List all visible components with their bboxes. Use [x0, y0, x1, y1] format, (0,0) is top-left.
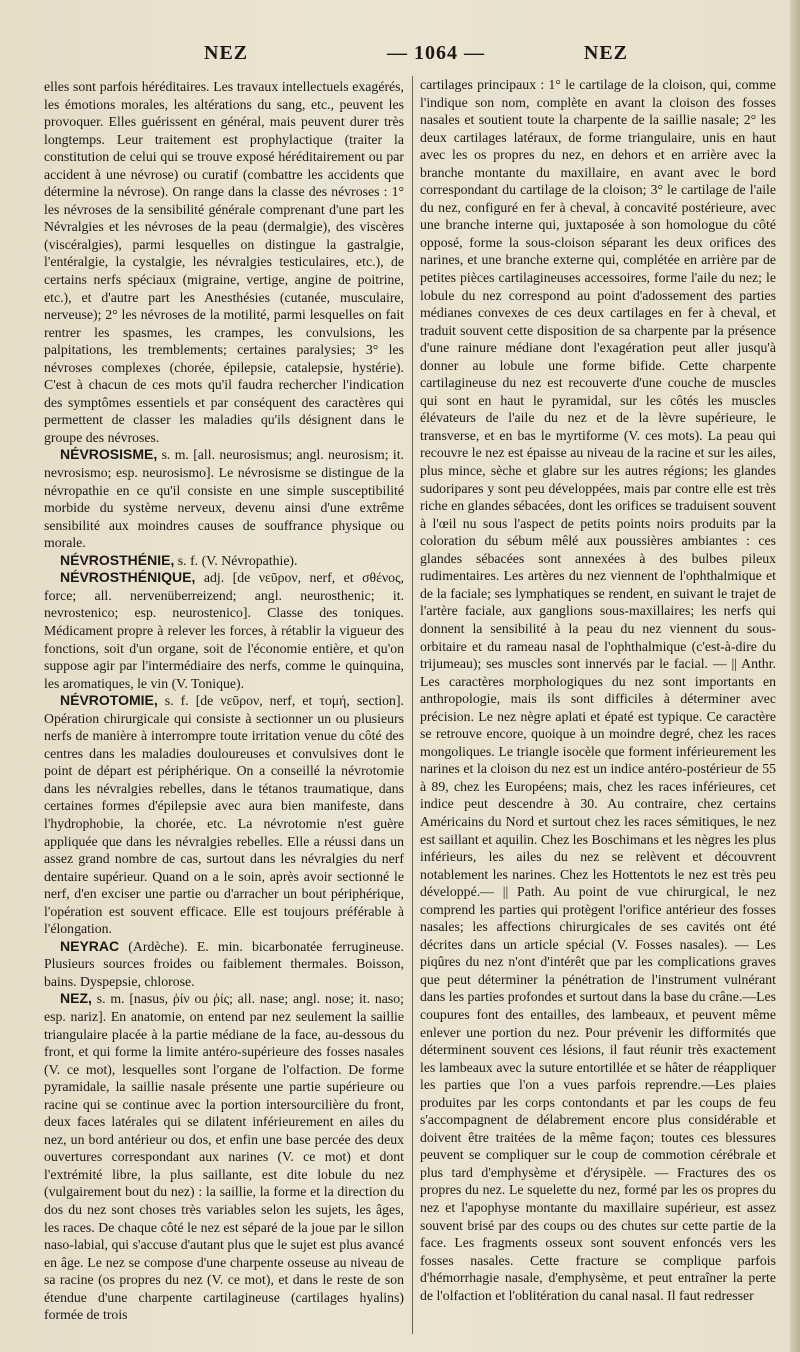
entry-nevrotomie — [44, 692, 404, 938]
paragraph-nevroses-continued: elles sont parfois héréditaires. Les travaux intellectuels exagérés, les émotions morales, les altérations du sang, etc., peuvent les provoquer. Elles guérissent en général, mais peuvent durer très longtemps. Leur traitement est prophylactique (traiter la constitution de celui qui se trouve exposé héréditairement ou par accident à une névrose) ou curatif (combattre les accidents que détermine la névrose). On range dans la classe des névroses : 1° les névroses de la sensibilité générale comprenant d'une part les Névralgies et les névroses de la peau (dermalgie), des viscères (viscéralgies), parmi lesquelles on distingue la gastralgie, l'entéralgie, la cystalgie, les névralgies testiculaires, etc.), de certains nerfs spéciaux (migraine, vertige, angine de poitrine, etc.), et d'autre part les Anesthésies (cutanée, musculaire, nerveuse); 2° les névroses de la motilité, parmi lesquelles on fait rentrer les spasmes, les crampes, les convulsions, les palpitations, les tremblements; certaines paralysies; 3° les névroses complexes (chorée, épilepsie, catalepsie, hystérie). C'est à chacun de ces mots qu'il faudra rechercher l'indication des symptômes essentiels et par conséquent des caractères qui permettent de classer les maladies qu'ils désignent dans le groupe des névroses. — [44, 79, 404, 445]
page-header — [44, 42, 778, 72]
headword: NÉVROSISME, — [60, 446, 158, 463]
headword: NÉVROSTHÉNIE, — [60, 551, 175, 568]
paragraph-nez-continued: cartilages principaux : 1° le cartilage de la cloison, qui, comme l'indique son nom, complète en avant la cloison des fosses nasales et soutient toute la charpente de la saillie nasale; 2° les deux cartilages latéraux, de forme triangulaire, unis en haut avec les os propres du nez, en dehors et en arrière avec la branche montante du maxillaire, en avant avec le bord correspondant du cartilage de la cloison; 3° le cartilage de l'aile du nez, configuré en fer à cheval, à concavité postérieure, avec une branche interne qui, juxtaposée à son homologue du côté opposé, forme la sous-cloison séparant les deux orifices des narines, et une branche externe qui, complétée en arrière par de petites pièces cartilagineuses accessoires, forme l'aile du nez; le lobule du nez correspond au point d'adossement des parties médianes convexes de ces deux cartilages en fer à cheval, et traduit souvent cette disposition de sa charpente par la présence d'une rainure médiane dont l'exagération peut aller jusqu'à donner au lobule une forme bifide. Cette charpente cartilagineuse du nez est recouverte d'une couche de muscles qui sont en haut le pyramidal, sur les côtés les muscles élévateurs de l'aile du nez et de la lèvre supérieure, le transverse, et en bas le myrtiforme (V. ces mots). La peau qui recouvre le nez est épaisse au niveau de la racine et sur les ailes, plus mince, sèche et glabre sur les autres régions; les glandes sudoripares y sont peu développées, mais par contre elle est très riche en glandes sébacées, dont les orifices se traduisent souvent à l'œil nu sous l'aspect de petits points noirs produits par la coloration du sébum mêlé aux poussières ambiantes : ces glandes sébacées sont annexées à des bulbes pileux rudimentaires. Les artères du nez viennent de l'ophthalmique et de la faciale; ses lymphatiques se rendent, en suivant le trajet de l'artère faciale, aux ganglions sous-maxillaires; les nerfs qui donnent la sensibilité à la peau du nez viennent du sous-orbitaire et du rameau nasal de l'ophthalmique (c'est-à-dire du trijumeau); ses muscles sont innervés par le facial. — || Anthr. Les caractères morphologiques du nez sont importants en anthropologie, mais ils sont difficiles à déterminer avec précision. Le nez nègre aplati et épaté est typique. Ce caractère se retrouve encore, quoique à un moindre degré, chez les races mongoliques. Le triangle isocèle que forment inférieurement les narines et la cloison du nez est un indice antéro-postérieur de 55 à 89, chez les Européens; mais, chez les races inférieures, cet indice peut descendre à 30. Au contraire, chez certains Américains du Nord et surtout chez les races sémitiques, le nez est saillant et aquilin. Chez les Boschimans et les nègres les plus inférieurs, les ailes du nez se relèvent et découvrent notablement les narines. Chez les Hottentots le nez est très peu développé.— || Path. Au point de vue chirurgical, le nez comprend les parties qui protègent l'orifice antérieur des fosses nasales; les affections chirurgicales de ses cavités ont été décrites dans un article spécial (V. Fosses nasales). — Les piqûres du nez n'ont d'intérêt que par les complications graves que peut déterminer la pénétration de l'instrument vulnérant dans les parties profondes et surtout dans la base du crâne.—Les coupures font des entailles, des lambeaux, et peuvent même enlever une portion du nez. Pour prévenir les difformités que déterminent souvent ces lésions, il faut réunir très exactement les lambeaux avec la suture entortillée et se hâter de réappliquer les parties que l'on a vues parfois reprendre.—Les plaies produites par les corps contondants et par les coups de feu s'accompagnent de délabrement encore plus considérable et doivent être traitées de la même façon; toutes ces blessures peuvent se compliquer sur le coup de commotion cérébrale et plus tard d'emphysème et d'érysipèle. — Fractures des os propres du nez. Le squelette du nez, formé par les os propres du nez et l'apophyse montante du maxillaire supérieur, est assez souvent brisé par des coups ou des chutes sur cette partie de la face. Les fragments osseux sont souvent enfoncés vers les fosses nasales. Cette fracture se complique parfois d'hémorrhagie nasale, d'emphysème, et peut entraîner la perte de l'olfaction et l'oblitération du canal nasal. Il faut redresser — [420, 77, 776, 1303]
headword: NÉVROSTHÉNIQUE, — [60, 569, 196, 586]
entry-nez — [44, 990, 404, 1323]
entry-nevrosisme — [44, 446, 404, 551]
running-head-left: NEZ — [204, 42, 249, 64]
page-edge — [790, 0, 800, 1352]
right-column — [420, 76, 776, 1304]
entry-body: adj. [de νεῦρον, nerf, et σθένος, force; all. nervenüberreizend; angl. neurosthenic; it. nevrostenico; esp. neurostenico]. Classe des toniques. Médicament propre à relever les forces, à rétablir la vigueur des fonctions, soit d'un organe, soit de l'économie entière, et qu'on suppose agir par l'intermédiaire des nerfs, comme le quinquina, les aromatiques, le vin (V. Tonique). — [44, 570, 404, 691]
page-number: — 1064 — — [387, 42, 485, 64]
running-head-right: NEZ — [583, 42, 628, 64]
left-column — [44, 78, 404, 1324]
entry-neyrac — [44, 938, 404, 991]
entry-body: (Ardèche). E. min. bicarbonatée ferrugineuse. Plusieurs sources froides ou faiblement thermales. Boisson, bains. Dyspepsie, chlorose. — [44, 938, 404, 989]
entry-body: s. m. [all. neurosismus; angl. neurosism; it. nevrosismo; esp. neurosismo]. Le névrosisme se distingue de la névropathie en ce qu'il consiste en une simple susceptibilité morbide du système nerveux, devenu ainsi d'une extrême sensibilité aux moindres causes de souffrance physique ou morale. — [44, 447, 404, 551]
headword: NEZ, — [60, 990, 92, 1007]
entry-nevrosthenique — [44, 569, 404, 692]
entry-body: s. f. [de νεῦρον, nerf, et τομή, section]. Opération chirurgicale qui consiste à sectionner un ou plusieurs nerfs de manière à interrompre toute irritation venue du côté des centres dans les maladies douloureuses et convulsives dont le point de départ est périphérique. On a conseillé la névrotomie dans les névralgies rebelles, dans le tétanos traumatique, dans certaines formes d'épilepsie avec aura bien manifeste, dans l'hydrophobie, la chorée, etc. La névrotomie n'est guère appliquée que dans les névralgies rebelles. Elle a réussi dans un assez grand nombre de cas, surtout dans les névralgies du nerf dentaire supérieur. Quand on a le soin, après avoir sectionné le nerf, d'en exciser une partie ou d'arracher un bout périphérique, l'opération est souvent efficace. Elle est toujours préférable à l'élongation. — [44, 693, 404, 937]
headword: NEYRAC — [60, 937, 120, 954]
headword: NÉVROTOMIE, — [60, 692, 158, 709]
entry-nevrosthenie — [44, 552, 404, 570]
entry-body: s. f. (V. Névropathie). — [174, 552, 298, 568]
entry-body: s. m. [nasus, ῥίν ou ῥίς; all. nase; angl. nose; it. naso; esp. nariz]. En anatomie, on entend par nez seulement la saillie triangulaire placée à la partie médiane de la face, au-dessous du front, et qui forme la limite antéro-supérieure des fosses nasales (V. ce mot), lesquelles sont l'organe de l'olfaction. De forme pyramidale, la saillie nasale présente une partie supérieure ou racine qui se continue avec la portion intersourcilière du front, deux faces latérales qui se dilatent inférieurement en ailes du nez, un bord antérieur ou dos, et enfin une base percée des deux ouvertures correspondant aux narines (V. ce mot) et dont l'extrémité libre, la plus saillante, est dite lobule du nez (vulgairement bout du nez) : la saillie, la forme et la direction du dos du nez sont choses très variables selon les sujets, les âges, les races. De chaque côté le nez est séparé de la joue par le sillon naso-labial, qui s'accuse d'autant plus que le sujet est plus avancé en âge. Le nez se compose d'une charpente osseuse au niveau de sa racine (os propres du nez (V. ce mot), et dans le reste de son étendue d'une charpente cartilagineuse (cartilages hyalins) formée de trois — [44, 991, 404, 1323]
column-divider — [412, 76, 413, 1334]
